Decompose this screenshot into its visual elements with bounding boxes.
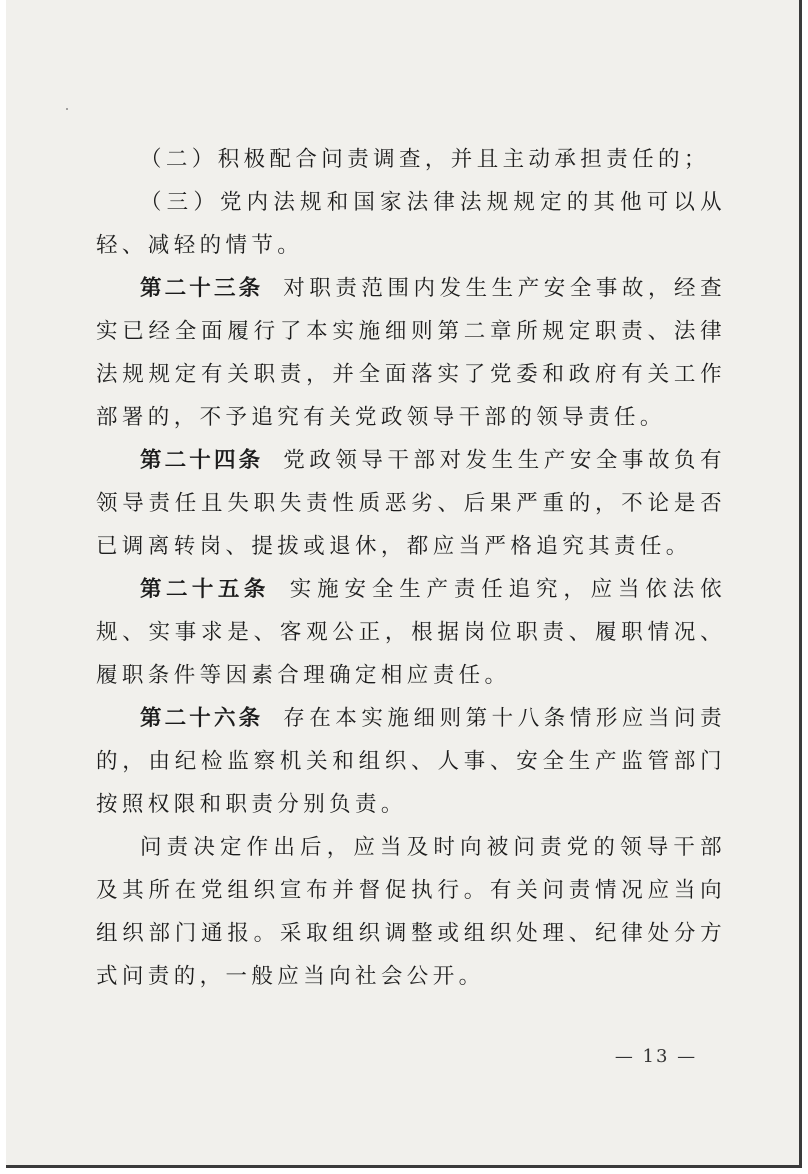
article-label: 第二十五条 xyxy=(140,577,270,602)
article-label: 第二十三条 xyxy=(140,276,264,301)
document-body xyxy=(96,138,726,998)
article-text: 对职责范围内发生生产安全事故，经查实已经全面履行了本实施细则第二章所规定职责、法律法规规定有关职责，并全面落实了党委和政府有关工作部署的，不予追究有关党政领导干部的领导责任。 xyxy=(96,276,726,430)
article-label: 第二十六条 xyxy=(140,706,264,731)
article-text: 存在本实施细则第十八条情形应当问责的，由纪检监察机关和组织、人事、安全生产监管部门按照权限和职责分别负责。 xyxy=(96,706,726,817)
page-number: — 13 — xyxy=(614,1046,698,1067)
paragraph-text: （三）党内法规和国家法律法规规定的其他可以从轻、减轻的情节。 xyxy=(96,190,726,258)
paragraph-item-3 xyxy=(96,181,726,267)
article-23 xyxy=(96,267,726,439)
scan-speck xyxy=(66,108,68,110)
document-page xyxy=(6,0,802,1168)
paragraph-item-2 xyxy=(96,138,726,181)
article-label: 第二十四条 xyxy=(140,448,264,473)
article-text: 实施安全生产责任追究，应当依法依规、实事求是、客观公正，根据岗位职责、履职情况、履职条件等因素合理确定相应责任。 xyxy=(96,577,726,688)
paragraph-text: （二）积极配合问责调查，并且主动承担责任的； xyxy=(140,147,710,172)
article-25 xyxy=(96,568,726,697)
paragraph-text: 问责决定作出后，应当及时向被问责党的领导干部及其所在党组织宣布并督促执行。有关问责情况应当向组织部门通报。采取组织调整或组织处理、纪律处分方式问责的，一般应当向社会公开。 xyxy=(96,835,726,989)
article-text: 党政领导干部对发生生产安全事故负有领导责任且失职失责性质恶劣、后果严重的，不论是否已调离转岗、提拔或退休，都应当严格追究其责任。 xyxy=(96,448,726,559)
article-26-continued xyxy=(96,826,726,998)
article-24 xyxy=(96,439,726,568)
article-26 xyxy=(96,697,726,826)
